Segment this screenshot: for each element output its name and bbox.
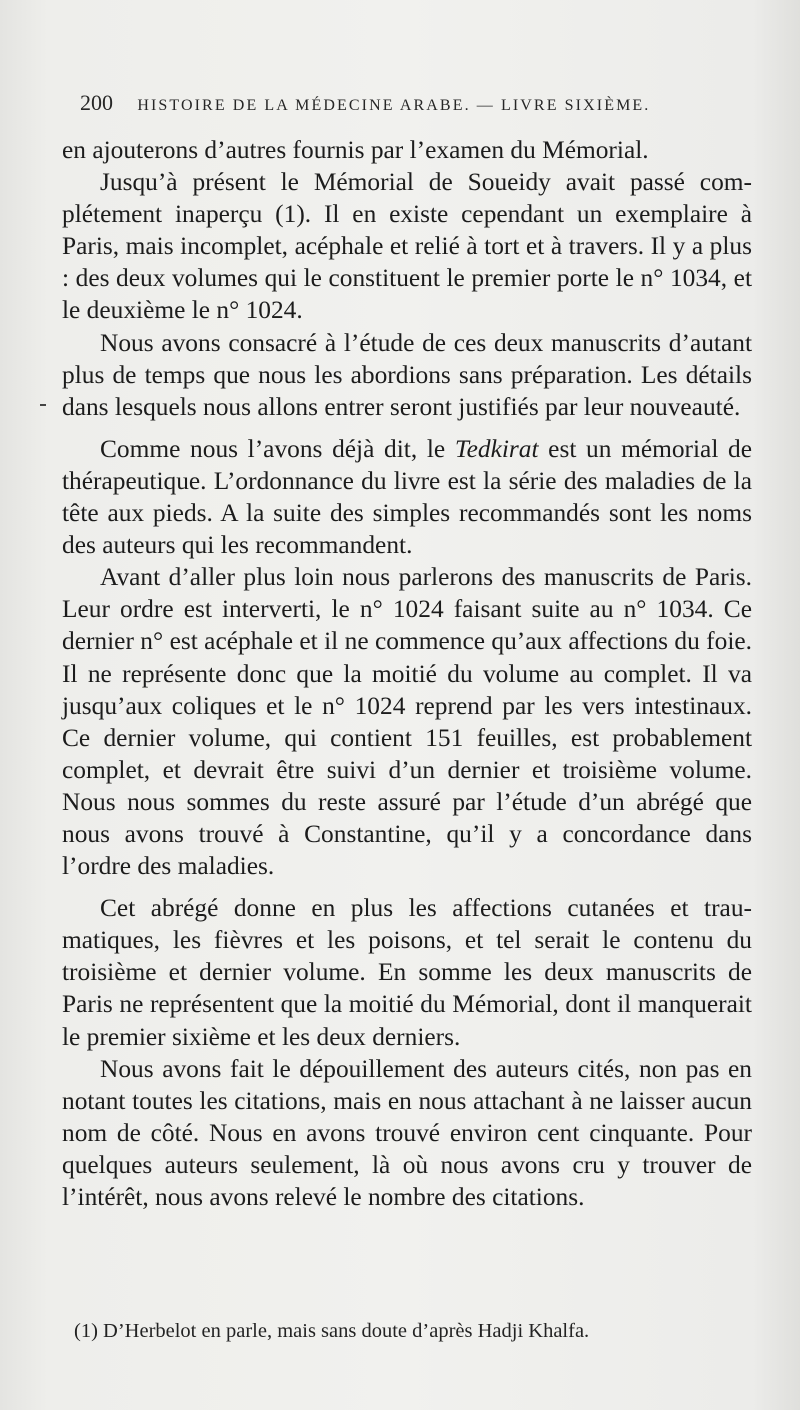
paragraph bbox=[62, 892, 752, 1052]
footnote-text: D’Herbelot en parle, mais sans doute d’après Hadji Khalfa. bbox=[103, 1320, 590, 1342]
footnote bbox=[74, 1318, 734, 1344]
paragraph bbox=[62, 1053, 752, 1213]
running-head bbox=[80, 90, 720, 120]
page-number: 200 bbox=[80, 90, 113, 115]
paragraph bbox=[62, 561, 752, 882]
paragraph bbox=[62, 327, 752, 423]
paragraph-text: Avant d’aller plus loin nous parlerons des manuscrits de Paris. Leur ordre est interverti, le n° 1024 faisant suite au n° 1034. Ce dernier n° est acéphale et il ne commence qu’aux affections du foie. Il ne représente donc que la moitié du volume au complet. Il va jusqu’aux coliques et le n° 1024 reprend par les vers intestinaux. Ce dernier volume, qui contient 151 feuilles, est probablement complet, et devrait être suivi d’un dernier et troisième volume. Nous nous sommes du reste assuré par l’étude d’un abrégé que nous avons trouvé à Constantine, qu’il y a concordance dans l’ordre des maladies. bbox=[62, 563, 752, 881]
paragraph bbox=[62, 433, 752, 561]
paragraph-text: Cet abrégé donne en plus les affections cutanées et traumatiques, les fièvres et les poisons, et tel serait le contenu du troisième et dernier volume. En somme les deux manuscrits de Paris ne représentent que la moitié du Mémorial, dont il manquerait le premier sixième et les deux derniers. bbox=[62, 894, 752, 1051]
italic-title: Tedkirat bbox=[454, 434, 539, 463]
paragraph-text: Comme nous l’avons déjà dit, le bbox=[100, 434, 455, 463]
paragraph-text: est un mémorial de thérapeutique. L’ordonnance du livre est la série des maladies de la tête aux pieds. A la suite des simples recommandés sont les noms des auteurs qui les recommandent. bbox=[62, 434, 753, 560]
paragraph-text: Jusqu’à présent le Mémorial de Soueidy avait passé complétement inaperçu (1). Il en existe cependant un exemplaire à Paris, mais incomplet, acéphale et relié à tort et à travers. Il y a plus : des deux volumes qui le constituent le premier porte le n° 1034, et le deuxième le n° 1024. bbox=[62, 168, 752, 325]
footnote-marker: (1) bbox=[74, 1320, 98, 1342]
paragraph-text: Nous avons fait le dépouillement des auteurs cités, non pas en notant toutes les citations, mais en nous attachant à ne laisser aucun nom de côté. Nous en avons trouvé environ cent cinquante. Pour quelques auteurs seulement, là où nous avons cru y trouver de l’intérêt, nous avons relevé le nombre des citations. bbox=[62, 1054, 752, 1211]
paragraph bbox=[62, 166, 752, 326]
margin-mark bbox=[40, 404, 46, 406]
paragraph bbox=[62, 134, 752, 166]
paragraph-text: en ajouterons d’autres fournis par l’examen du Mémorial. bbox=[62, 136, 649, 164]
body-text bbox=[62, 134, 752, 1213]
running-head-title: HISTOIRE DE LA MÉDECINE ARABE. — LIVRE SIXIÈME. bbox=[137, 97, 651, 114]
paragraph-text: Nous avons consacré à l’étude de ces deux manuscrits d’autant plus de temps que nous les abordions sans préparation. Les détails dans lesquels nous allons entrer seront justifiés par leur nouveauté. bbox=[62, 328, 752, 421]
